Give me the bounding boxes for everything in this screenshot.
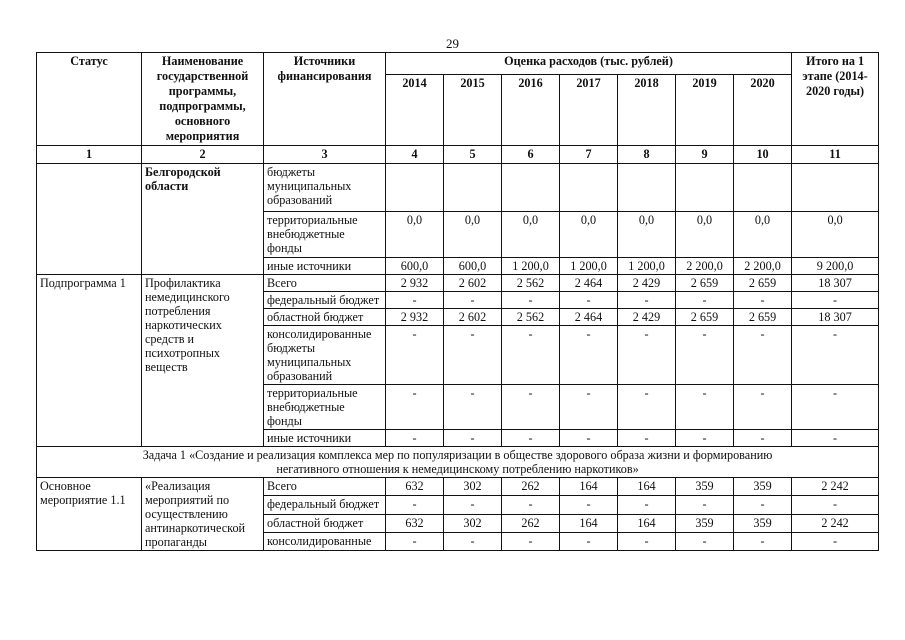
column-index: 11 (792, 146, 879, 164)
value-cell: 359 (734, 478, 792, 496)
value-cell: 2 659 (734, 275, 792, 292)
value-cell: 2 464 (560, 309, 618, 326)
header-status: Статус (37, 53, 142, 146)
value-cell: - (734, 496, 792, 514)
value-cell: 2 200,0 (676, 258, 734, 275)
total-cell: 0,0 (792, 212, 879, 258)
value-cell: - (444, 532, 502, 550)
value-cell: - (386, 532, 444, 550)
value-cell: - (734, 430, 792, 447)
value-cell: 2 659 (734, 309, 792, 326)
value-cell: - (502, 292, 560, 309)
total-cell (792, 164, 879, 212)
value-cell: 632 (386, 514, 444, 532)
value-cell: - (676, 326, 734, 385)
value-cell: - (734, 292, 792, 309)
program-name-cell: Белгородской области (142, 164, 264, 275)
header-year: 2014 (386, 74, 444, 145)
value-cell: 1 200,0 (618, 258, 676, 275)
value-cell: - (676, 430, 734, 447)
value-cell: - (444, 385, 502, 430)
value-cell: 359 (676, 478, 734, 496)
total-cell: - (792, 496, 879, 514)
column-index: 4 (386, 146, 444, 164)
value-cell: 2 932 (386, 309, 444, 326)
column-index: 6 (502, 146, 560, 164)
value-cell: 600,0 (444, 258, 502, 275)
value-cell: - (618, 292, 676, 309)
column-index: 5 (444, 146, 502, 164)
source-cell: бюджеты муниципальных образований (264, 164, 386, 212)
column-index: 9 (676, 146, 734, 164)
header-year: 2019 (676, 74, 734, 145)
header-estimate: Оценка расходов (тыс. рублей) (386, 53, 792, 75)
total-cell: 9 200,0 (792, 258, 879, 275)
value-cell: - (560, 326, 618, 385)
value-cell (560, 164, 618, 212)
column-index: 2 (142, 146, 264, 164)
value-cell: 164 (560, 514, 618, 532)
value-cell: 0,0 (676, 212, 734, 258)
source-cell: консолидированные бюджеты муниципальных образований (264, 326, 386, 385)
value-cell: 600,0 (386, 258, 444, 275)
value-cell: - (676, 496, 734, 514)
source-cell: федеральный бюджет (264, 292, 386, 309)
header-row (37, 53, 879, 75)
total-cell: - (792, 430, 879, 447)
value-cell: 302 (444, 514, 502, 532)
value-cell: - (502, 532, 560, 550)
value-cell: - (676, 292, 734, 309)
source-cell: территориальные внебюджетные фонды (264, 385, 386, 430)
column-index: 7 (560, 146, 618, 164)
value-cell: - (676, 532, 734, 550)
value-cell: 2 659 (676, 275, 734, 292)
value-cell: 2 602 (444, 309, 502, 326)
value-cell: 2 429 (618, 275, 676, 292)
value-cell: - (618, 385, 676, 430)
source-cell: областной бюджет (264, 309, 386, 326)
value-cell (734, 164, 792, 212)
value-cell: - (560, 292, 618, 309)
source-cell: иные источники (264, 430, 386, 447)
value-cell: - (618, 496, 676, 514)
task-title (37, 447, 879, 478)
value-cell: 2 200,0 (734, 258, 792, 275)
source-cell: иные источники (264, 258, 386, 275)
value-cell: - (734, 532, 792, 550)
value-cell: - (676, 385, 734, 430)
header-year: 2016 (502, 74, 560, 145)
value-cell: - (560, 532, 618, 550)
header-name: Наименование государственной программы, подпрограммы, основного мероприятия (142, 53, 264, 146)
value-cell: - (444, 326, 502, 385)
value-cell: 262 (502, 514, 560, 532)
column-index: 8 (618, 146, 676, 164)
value-cell: 0,0 (444, 212, 502, 258)
total-cell: 18 307 (792, 309, 879, 326)
value-cell: - (618, 430, 676, 447)
task-title-line: Задача 1 «Создание и реализация комплекса мер по популяризации в обществе здорового образа жизни и формированию (142, 448, 773, 462)
source-cell: Всего (264, 478, 386, 496)
value-cell: 2 602 (444, 275, 502, 292)
status-cell: Подпрограмма 1 (37, 275, 142, 447)
value-cell: 1 200,0 (560, 258, 618, 275)
header-sources: Источники финансирования (264, 53, 386, 146)
status-cell: Основное мероприятие 1.1 (37, 478, 142, 551)
header-year: 2020 (734, 74, 792, 145)
task-row (37, 447, 879, 478)
source-cell: Всего (264, 275, 386, 292)
value-cell: 0,0 (560, 212, 618, 258)
value-cell: 1 200,0 (502, 258, 560, 275)
total-cell: - (792, 292, 879, 309)
value-cell (502, 164, 560, 212)
total-cell: - (792, 532, 879, 550)
value-cell: - (560, 496, 618, 514)
table-row (37, 275, 879, 292)
value-cell (444, 164, 502, 212)
value-cell: - (444, 292, 502, 309)
status-cell (37, 164, 142, 275)
total-cell: - (792, 385, 879, 430)
value-cell: 0,0 (386, 212, 444, 258)
value-cell: - (386, 385, 444, 430)
column-index: 1 (37, 146, 142, 164)
value-cell: - (502, 496, 560, 514)
value-cell: - (502, 326, 560, 385)
total-cell: 2 242 (792, 514, 879, 532)
header-total: Итого на 1 этапе (2014-2020 годы) (792, 53, 879, 146)
value-cell: - (444, 496, 502, 514)
value-cell (618, 164, 676, 212)
value-cell (676, 164, 734, 212)
value-cell: 302 (444, 478, 502, 496)
value-cell: - (560, 385, 618, 430)
value-cell: 262 (502, 478, 560, 496)
value-cell (386, 164, 444, 212)
value-cell: - (444, 430, 502, 447)
page-number: 29 (446, 36, 459, 51)
value-cell: 632 (386, 478, 444, 496)
value-cell: 2 429 (618, 309, 676, 326)
table-row (37, 478, 879, 496)
value-cell: - (386, 292, 444, 309)
column-index: 3 (264, 146, 386, 164)
value-cell: - (386, 496, 444, 514)
value-cell: 2 562 (502, 309, 560, 326)
header-year: 2015 (444, 74, 502, 145)
value-cell: 0,0 (734, 212, 792, 258)
value-cell: - (386, 430, 444, 447)
source-cell: областной бюджет (264, 514, 386, 532)
header-year: 2017 (560, 74, 618, 145)
budget-table (36, 52, 879, 551)
value-cell: 2 932 (386, 275, 444, 292)
source-cell: консолидированные (264, 532, 386, 550)
value-cell: - (502, 430, 560, 447)
value-cell: 2 464 (560, 275, 618, 292)
program-name-cell: Профилактика немедицинского потребления наркотических средств и психотропных веществ (142, 275, 264, 447)
source-cell: федеральный бюджет (264, 496, 386, 514)
total-cell: 18 307 (792, 275, 879, 292)
value-cell: - (618, 532, 676, 550)
value-cell: - (618, 326, 676, 385)
value-cell: 0,0 (618, 212, 676, 258)
total-cell: - (792, 326, 879, 385)
task-title-line: негативного отношения к немедицинскому потреблению наркотиков» (276, 462, 639, 476)
total-cell: 2 242 (792, 478, 879, 496)
value-cell: - (502, 385, 560, 430)
value-cell: 164 (618, 478, 676, 496)
source-cell: территориальные внебюджетные фонды (264, 212, 386, 258)
value-cell: 2 659 (676, 309, 734, 326)
column-index: 10 (734, 146, 792, 164)
value-cell: 359 (734, 514, 792, 532)
value-cell: 0,0 (502, 212, 560, 258)
value-cell: 164 (618, 514, 676, 532)
column-index-row (37, 146, 879, 164)
value-cell: 164 (560, 478, 618, 496)
value-cell: 359 (676, 514, 734, 532)
header-year: 2018 (618, 74, 676, 145)
value-cell: - (386, 326, 444, 385)
program-name-cell: «Реализация мероприятий по осуществлению антинаркотической пропаганды (142, 478, 264, 551)
value-cell: - (734, 326, 792, 385)
table-row (37, 164, 879, 212)
value-cell: 2 562 (502, 275, 560, 292)
value-cell: - (734, 385, 792, 430)
value-cell: - (560, 430, 618, 447)
